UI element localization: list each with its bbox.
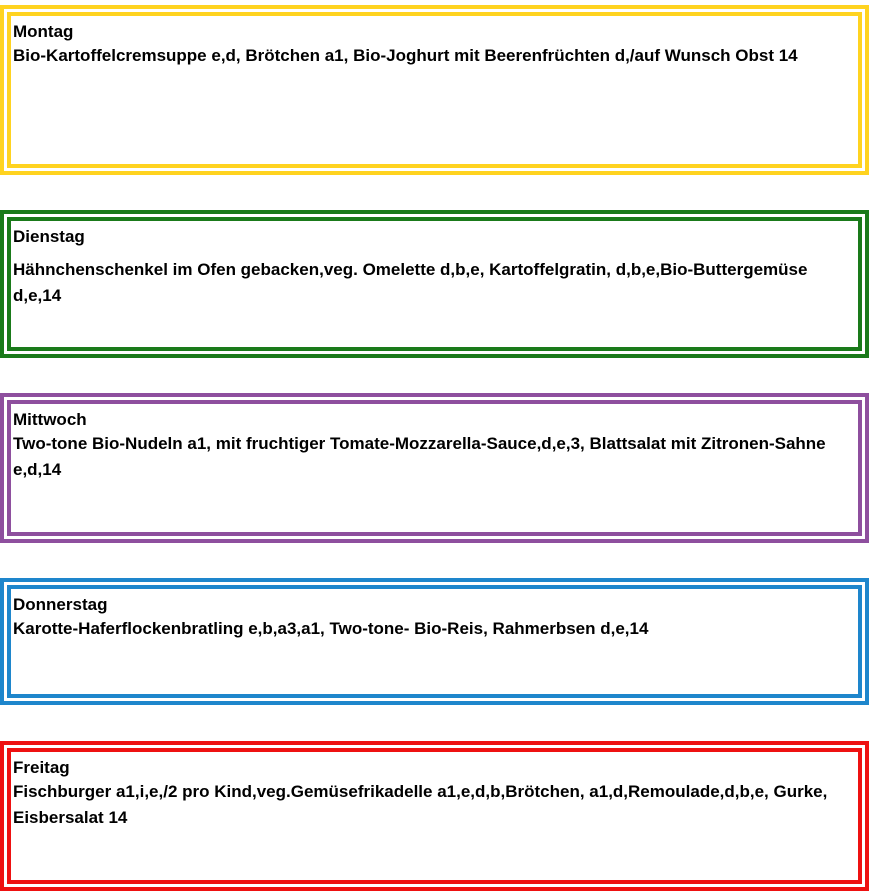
day-box-donnerstag (0, 578, 869, 705)
day-box-montag (0, 5, 869, 175)
day-box-dienstag (0, 210, 869, 358)
day-menu: Bio-Kartoffelcremsuppe e,d, Brötchen a1, Bio-Joghurt mit Beerenfrüchten d,/auf Wunsch Obst 14 (13, 46, 798, 65)
day-title: Mittwoch (13, 410, 87, 429)
day-menu: Karotte-Haferflockenbratling e,b,a3,a1, Two-tone- Bio-Reis, Rahmerbsen d,e,14 (13, 619, 649, 638)
day-menu: Hähnchenschenkel im Ofen gebacken,veg. Omelette d,b,e, Kartoffelgratin, d,b,e,Bio-Buttergemüse d,e,14 (13, 260, 808, 305)
day-title: Freitag (13, 758, 70, 777)
day-title: Donnerstag (13, 595, 108, 614)
day-content (13, 224, 856, 309)
day-content (13, 755, 856, 831)
day-content (13, 407, 856, 483)
day-box-freitag (0, 741, 869, 891)
day-box-mittwoch (0, 393, 869, 543)
day-content (13, 592, 856, 642)
day-content (13, 19, 856, 69)
day-title: Dienstag (13, 227, 85, 246)
day-title: Montag (13, 22, 74, 41)
day-menu: Two-tone Bio-Nudeln a1, mit fruchtiger Tomate-Mozzarella-Sauce,d,e,3, Blattsalat mit Zitronen-Sahne e,d,14 (13, 434, 826, 479)
day-menu: Fischburger a1,i,e,/2 pro Kind,veg.Gemüsefrikadelle a1,e,d,b,Brötchen, a1,d,Remoulade,d,b,e, Gurke, Eisbersalat 14 (13, 782, 828, 827)
